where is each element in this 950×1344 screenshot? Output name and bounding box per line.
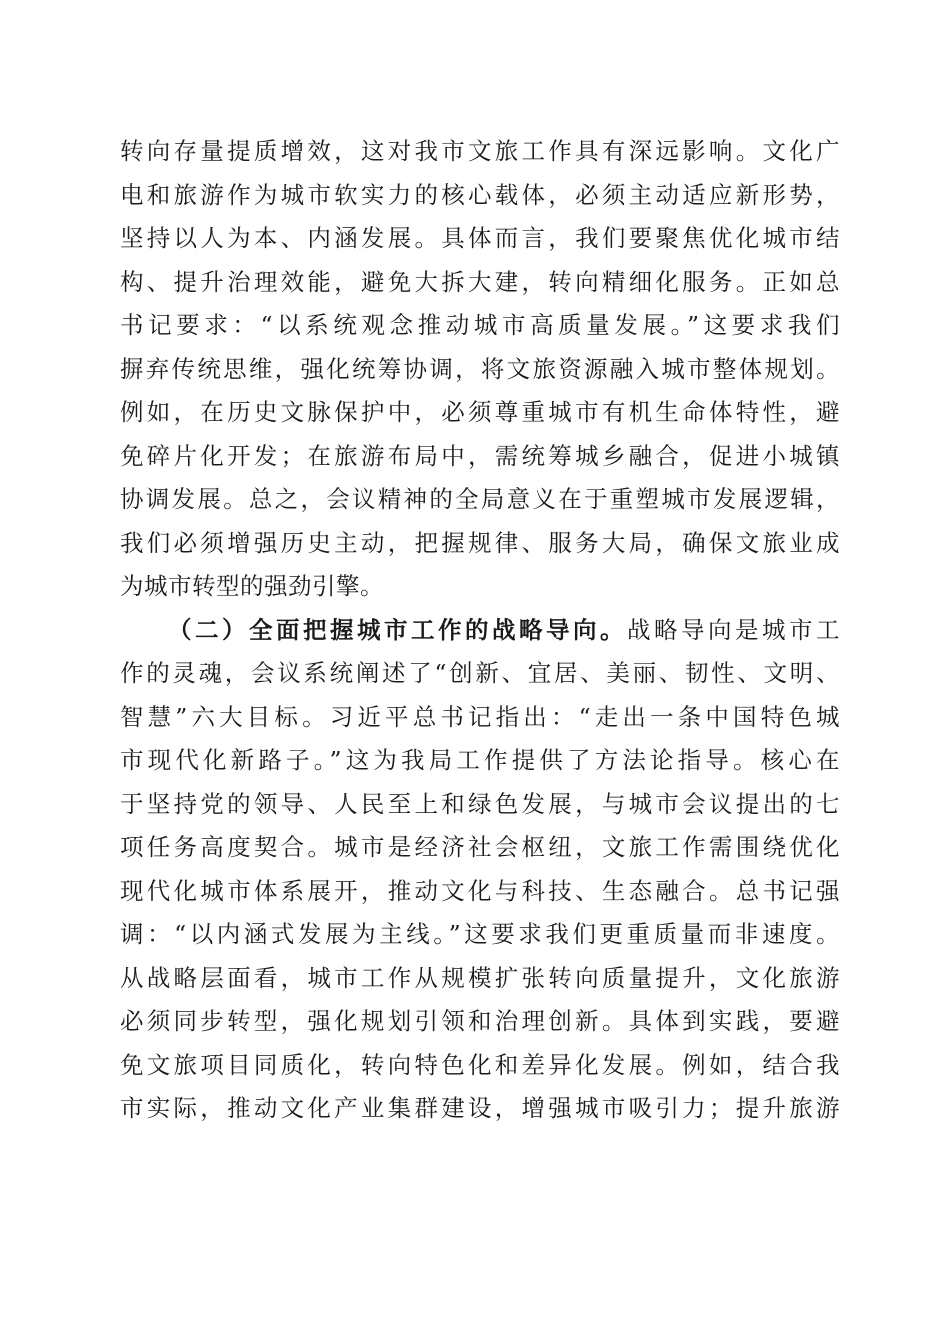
text-line: 从战略层面看，城市工作从规模扩张转向质量提升，文化旅游	[120, 963, 840, 992]
text-line: 书记要求：“以系统观念推动城市高质量发展。”这要求我们	[120, 311, 840, 339]
text-line: 免文旅项目同质化，转向特色化和差异化发展。例如，结合我	[120, 1050, 840, 1079]
text-line: 市现代化新路子。”这为我局工作提供了方法论指导。核心在	[120, 746, 840, 774]
text-line: 免碎片化开发；在旅游布局中，需统筹城乡融合，促进小城镇	[120, 441, 840, 470]
text-line: 现代化城市体系展开，推动文化与科技、生态融合。总书记强	[120, 876, 840, 905]
text-line: 必须同步转型，强化规划引领和治理创新。具体到实践，要避	[120, 1007, 840, 1035]
paragraph-1	[120, 130, 840, 609]
text-line: 为城市转型的强劲引擎。	[120, 572, 384, 600]
section-heading: （二）全面把握城市工作的战略导向。	[168, 615, 627, 644]
text-line: 摒弃传统思维，强化统筹协调，将文旅资源融入城市整体规划。	[120, 354, 840, 383]
heading-line-rest: 战略导向是城市工	[627, 615, 840, 644]
text-line: 调：“以内涵式发展为主线。”这要求我们更重质量而非速度。	[120, 920, 840, 948]
text-line: 构、提升治理效能，避免大拆大建，转向精细化服务。正如总	[120, 267, 840, 296]
text-line: 项任务高度契合。城市是经济社会枢纽，文旅工作需围绕优化	[120, 833, 840, 861]
paragraph-2	[120, 609, 840, 1131]
text-line: 电和旅游作为城市软实力的核心载体，必须主动适应新形势，	[120, 180, 840, 209]
text-line: 坚持以人为本、内涵发展。具体而言，我们要聚焦优化城市结	[120, 224, 840, 252]
text-line: 智慧”六大目标。习近平总书记指出：“走出一条中国特色城	[120, 702, 840, 731]
body-text	[120, 130, 840, 1131]
text-line: 协调发展。总之，会议精神的全局意义在于重塑城市发展逻辑，	[120, 485, 840, 513]
text-line: 作的灵魂，会议系统阐述了“创新、宜居、美丽、韧性、文明、	[120, 659, 840, 687]
text-line: 我们必须增强历史主动，把握规律、服务大局，确保文旅业成	[120, 528, 840, 557]
text-line: 市实际，推动文化产业集群建设，增强城市吸引力；提升旅游	[120, 1094, 840, 1122]
text-line	[120, 609, 840, 653]
text-line: 转向存量提质增效，这对我市文旅工作具有深远影响。文化广	[120, 137, 840, 165]
text-line: 于坚持党的领导、人民至上和绿色发展，与城市会议提出的七	[120, 789, 840, 818]
text-line: 例如，在历史文脉保护中，必须尊重城市有机生命体特性，避	[120, 398, 840, 426]
